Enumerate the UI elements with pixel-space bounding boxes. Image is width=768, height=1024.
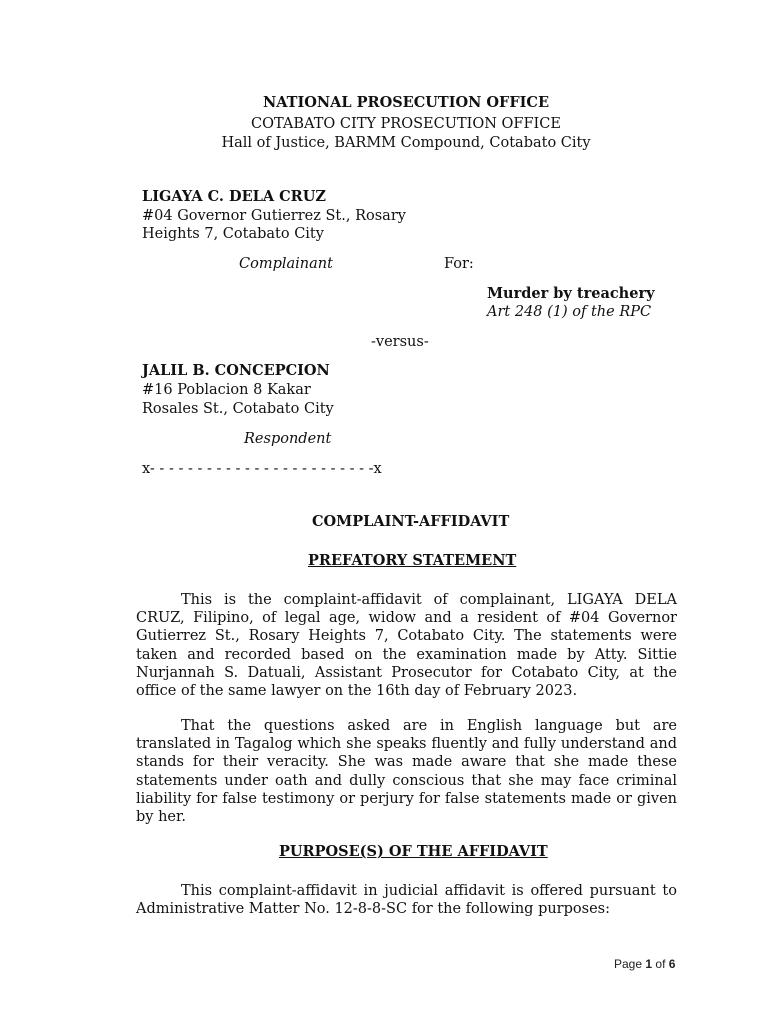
page-number-footer (614, 955, 675, 973)
charge-article: Art 248 (1) of the RPC (487, 304, 652, 320)
respondent-name: JALIL B. CONCEPCION (142, 362, 330, 379)
footer-of-word: of (655, 957, 666, 971)
respondent-role: Respondent (244, 431, 332, 447)
complainant-role: Complainant (239, 256, 333, 272)
complainant-name: LIGAYA C. DELA CRUZ (142, 188, 326, 205)
footer-total-pages: 6 (668, 957, 676, 971)
prefatory-paragraph-2: That the questions asked are in English language but are translated in Tagalog which she speaks fluently and fully understand and stands for their veracity. She was made aware that she made these statements under oath and dully conscious that she may face criminal liability for false testimony or perjury for false statements made or given by her. (136, 718, 677, 826)
office-heading: NATIONAL PROSECUTION OFFICE (262, 94, 550, 111)
footer-current-page: 1 (645, 957, 653, 971)
caption-separator: x- - - - - - - - - - - - - - - - - - - - - - - -x (142, 461, 382, 477)
city-office-heading: COTABATO CITY PROSECUTION OFFICE (251, 116, 561, 132)
purpose-paragraph-1: This complaint-affidavit in judicial affidavit is offered pursuant to Administrative Matter No. 12-8-8-SC for the following purposes: (136, 883, 677, 918)
charge-for-label: For: (444, 256, 474, 272)
purpose-heading: PURPOSE(S) OF THE AFFIDAVIT (279, 843, 548, 860)
respondent-address-line2: Rosales St., Cotabato City (142, 401, 334, 417)
prefatory-paragraph-1: This is the complaint-affidavit of complainant, LIGAYA DELA CRUZ, Filipino, of legal age, widow and a resident of #04 Governor Gutierrez St., Rosary Heights 7, Cotabato City. The statements were taken and recorded based on the examination made by Atty. Sittie Nurjannah S. Datuali, Assistant Prosecutor for Cotabato City, at the office of the same lawyer on the 16th day of February 2023. (136, 592, 677, 700)
prefatory-heading: PREFATORY STATEMENT (308, 552, 517, 569)
complainant-address-line1: #04 Governor Gutierrez St., Rosary (142, 208, 406, 224)
complainant-address-line2: Heights 7, Cotabato City (142, 226, 324, 242)
respondent-address-line1: #16 Poblacion 8 Kakar (142, 382, 311, 398)
charge-offense: Murder by treachery (487, 285, 655, 302)
document-title: COMPLAINT-AFFIDAVIT (312, 513, 510, 530)
office-address: Hall of Justice, BARMM Compound, Cotabato City (221, 135, 591, 151)
footer-page-word: Page (614, 957, 643, 971)
versus-label: -versus- (371, 334, 429, 350)
